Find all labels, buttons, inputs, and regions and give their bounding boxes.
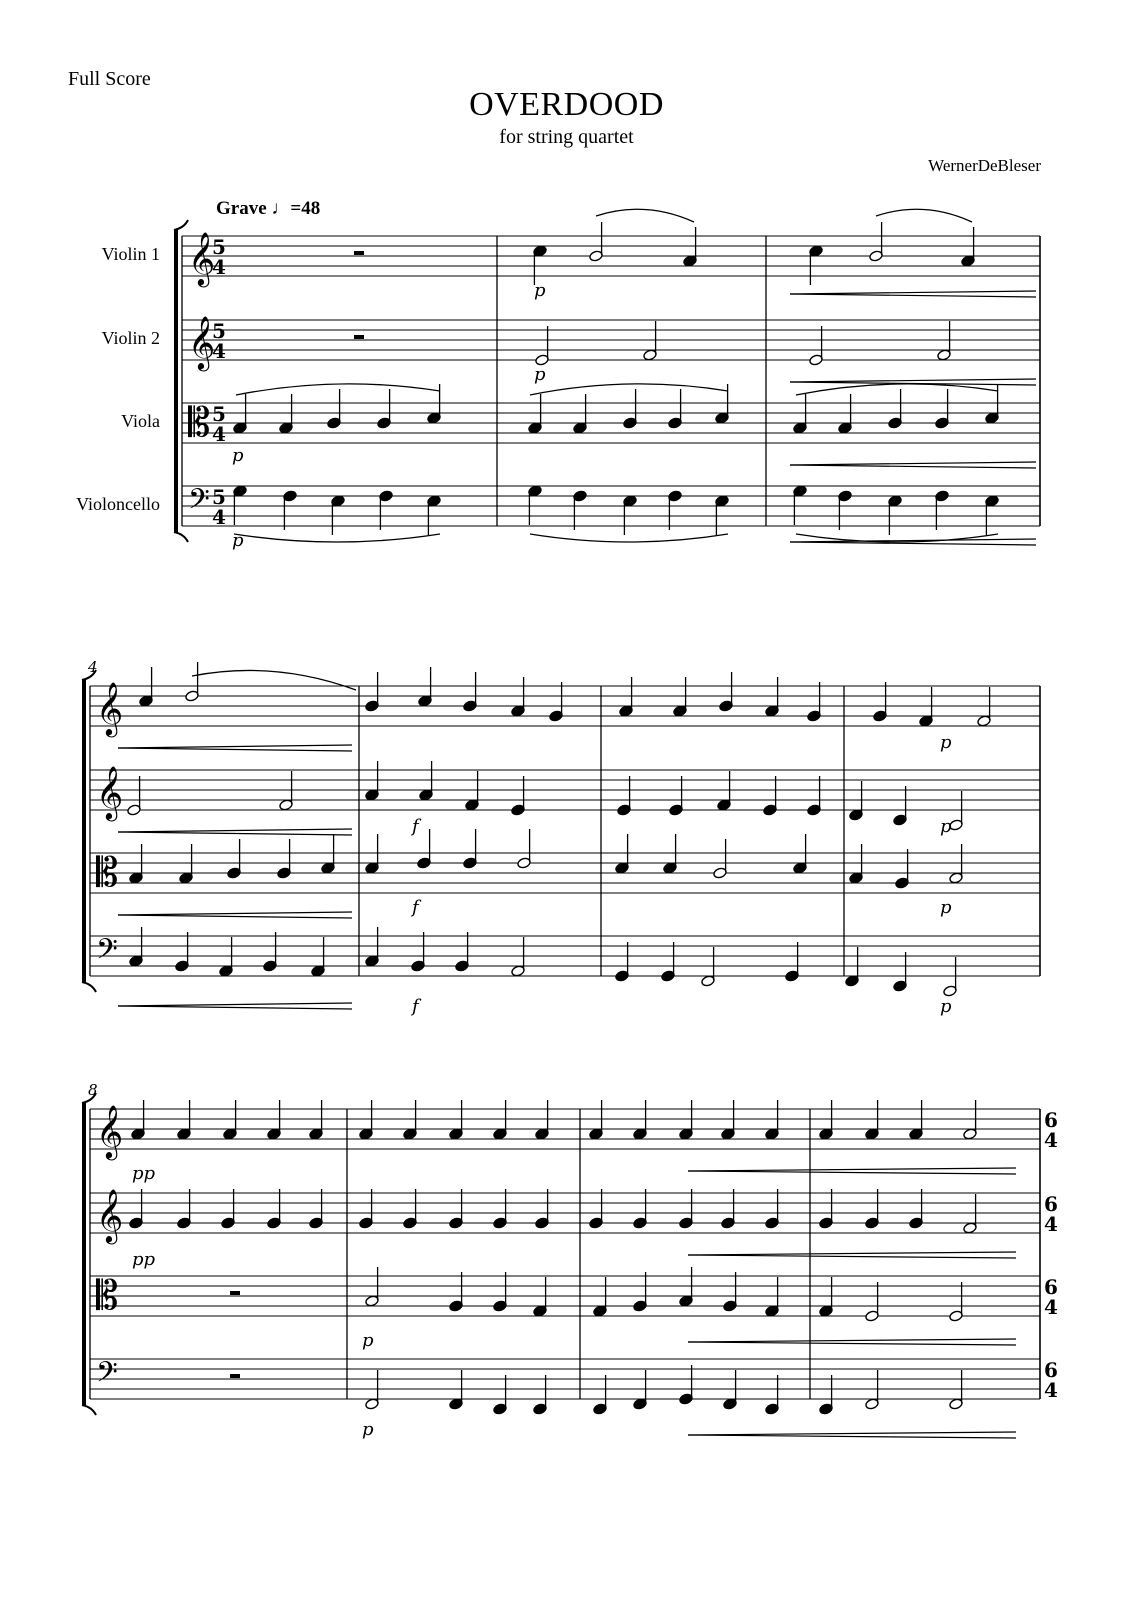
- slur: [236, 384, 440, 395]
- time-signature-numerator: 6: [1044, 1358, 1058, 1382]
- hairpin: [118, 832, 352, 835]
- dynamic-p: p: [940, 732, 952, 753]
- whole-rest: [230, 1374, 240, 1378]
- score-title: OVERDOOD: [469, 86, 664, 123]
- dynamic-p: p: [940, 816, 952, 837]
- dynamic-p: p: [940, 996, 952, 1017]
- composer-name: WernerDeBleser: [928, 156, 1041, 175]
- time-signature-denominator: 4: [212, 255, 226, 279]
- hairpin: [790, 462, 1036, 465]
- instrument-label-violoncello: Violoncello: [76, 494, 160, 514]
- instrument-label-viola: Viola: [121, 411, 160, 431]
- hairpin: [118, 915, 352, 918]
- dynamic-f: f: [412, 816, 419, 837]
- tempo-note-glyph: ♩: [271, 198, 291, 219]
- dynamic-p: p: [940, 897, 952, 918]
- slur: [876, 209, 972, 222]
- slur: [530, 534, 728, 542]
- time-signature-denominator: 4: [212, 339, 226, 363]
- hairpin: [688, 1255, 1016, 1258]
- bracket-hook-bottom: [174, 532, 188, 542]
- alto-clef-icon: 𝄡: [96, 850, 119, 896]
- tempo-value: =48: [290, 198, 321, 219]
- slur: [530, 384, 728, 395]
- time-signature-numerator: 6: [1044, 1192, 1058, 1216]
- tempo-text: Grave: [216, 198, 267, 219]
- hairpin: [118, 745, 352, 748]
- alto-clef-icon: 𝄡: [188, 400, 211, 446]
- hairpin: [118, 1006, 352, 1009]
- hairpin: [790, 294, 1036, 297]
- hairpin: [790, 542, 1036, 545]
- hairpin: [118, 829, 352, 832]
- instrument-label-violin1: Violin 1: [101, 244, 160, 264]
- time-signature-denominator: 4: [1044, 1128, 1058, 1152]
- bass-clef-icon: 𝄢: [188, 483, 210, 523]
- hairpin: [688, 1168, 1016, 1171]
- whole-rest: [354, 251, 364, 255]
- treble-clef-icon: 𝄞: [96, 681, 124, 735]
- dynamic-p: p: [232, 445, 244, 466]
- hairpin: [688, 1432, 1016, 1435]
- time-signature-numerator: 5: [212, 485, 226, 509]
- bracket-hook-bottom: [82, 1405, 96, 1415]
- dynamic-pp: pp: [132, 1163, 156, 1184]
- bracket-hook-top: [174, 220, 188, 230]
- hairpin: [688, 1171, 1016, 1174]
- hairpin: [790, 291, 1036, 294]
- score-subtitle: for string quartet: [499, 126, 634, 148]
- time-signature-denominator: 4: [1044, 1295, 1058, 1319]
- slur: [234, 534, 440, 542]
- bass-clef-icon: 𝄢: [96, 933, 118, 973]
- measure-number: 8: [88, 1081, 98, 1099]
- slur: [192, 670, 356, 690]
- hairpin: [790, 465, 1036, 468]
- dynamic-p: p: [362, 1330, 374, 1351]
- full-score-label: Full Score: [68, 68, 151, 90]
- time-signature-numerator: 5: [212, 235, 226, 259]
- bass-clef-icon: 𝄢: [96, 1356, 118, 1396]
- hairpin: [688, 1339, 1016, 1342]
- whole-rest: [354, 335, 364, 339]
- dynamic-f: f: [412, 996, 419, 1017]
- hairpin: [118, 1003, 352, 1006]
- treble-clef-icon: 𝄞: [96, 1104, 124, 1158]
- time-signature-numerator: 5: [212, 319, 226, 343]
- slur: [596, 209, 694, 222]
- measure-number: 4: [88, 658, 98, 676]
- hairpin: [688, 1342, 1016, 1345]
- dynamic-p: p: [362, 1419, 374, 1440]
- bracket-hook-bottom: [82, 982, 96, 992]
- time-signature-numerator: 5: [212, 402, 226, 426]
- instrument-label-violin2: Violin 2: [101, 328, 160, 348]
- treble-clef-icon: 𝄞: [188, 231, 216, 285]
- dynamic-p: p: [534, 280, 546, 301]
- dynamic-p: p: [232, 530, 244, 551]
- treble-clef-icon: 𝄞: [96, 1188, 124, 1242]
- time-signature-denominator: 4: [212, 505, 226, 529]
- time-signature-denominator: 4: [212, 422, 226, 446]
- hairpin: [790, 379, 1036, 382]
- hairpin: [688, 1435, 1016, 1438]
- dynamic-p: p: [534, 364, 546, 385]
- slur: [796, 384, 998, 395]
- hairpin: [118, 912, 352, 915]
- treble-clef-icon: 𝄞: [188, 315, 216, 369]
- alto-clef-icon: 𝄡: [96, 1273, 119, 1319]
- dynamic-f: f: [412, 897, 419, 918]
- hairpin: [688, 1252, 1016, 1255]
- hairpin: [118, 748, 352, 751]
- time-signature-numerator: 6: [1044, 1108, 1058, 1132]
- time-signature-denominator: 4: [1044, 1378, 1058, 1402]
- whole-rest: [230, 1291, 240, 1295]
- time-signature-denominator: 4: [1044, 1212, 1058, 1236]
- treble-clef-icon: 𝄞: [96, 765, 124, 819]
- dynamic-pp: pp: [132, 1249, 156, 1270]
- time-signature-numerator: 6: [1044, 1275, 1058, 1299]
